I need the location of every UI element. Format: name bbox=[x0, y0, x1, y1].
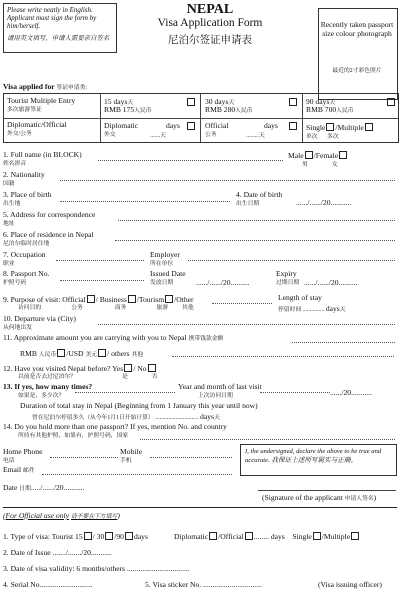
residence-line[interactable] bbox=[115, 240, 395, 241]
checkbox-usd[interactable] bbox=[98, 349, 106, 357]
option-90-days[interactable]: 90 days天 RMB 700人民币 bbox=[306, 97, 354, 115]
option-15-days[interactable]: 15 days天 RMB 175人民币 bbox=[104, 97, 152, 115]
checkbox-30-days[interactable] bbox=[289, 98, 297, 106]
residence-label: 6. Place of residence in Nepal 尼泊尔临时居住地 bbox=[3, 230, 94, 247]
official-issuing-officer: (Visa issuing officer) bbox=[318, 580, 382, 589]
official-option[interactable]: Official 公务 bbox=[205, 121, 229, 138]
expiry-input[interactable]: ....../....../20.......... bbox=[304, 278, 358, 287]
mobile-line[interactable] bbox=[150, 457, 232, 458]
employer-line[interactable] bbox=[188, 260, 395, 261]
employer-label: Employer 所在单位 bbox=[150, 250, 180, 267]
purpose-label: 9. Purpose of visit: Official / Business /Tourism /Other bbox=[3, 295, 194, 304]
checkbox-purpose-official[interactable] bbox=[87, 295, 95, 303]
email-label: Email 邮件 bbox=[3, 465, 35, 474]
checkbox-male[interactable] bbox=[305, 151, 313, 159]
purpose-other-line[interactable] bbox=[212, 303, 272, 304]
visa-table-col-divider-2 bbox=[200, 93, 201, 142]
checkbox-official-off[interactable] bbox=[245, 532, 253, 540]
checkbox-diplomatic[interactable] bbox=[187, 122, 195, 130]
nationality-label: 2. Nationality 国籍 bbox=[3, 170, 45, 187]
duration-label: Duration of total stay in Nepal (Beginning from 1 January this year until now) bbox=[20, 401, 258, 410]
checkbox-15-days[interactable] bbox=[187, 98, 195, 106]
official-issue-date: 2. Date of Issue ......./......./20........... bbox=[3, 548, 112, 557]
signature-line[interactable] bbox=[258, 490, 396, 491]
nationality-line[interactable] bbox=[60, 180, 395, 181]
gender-field[interactable]: Male /Female 男 女 bbox=[288, 151, 348, 168]
tourist-entry-label: Tourist Multiple Entry 多次旅游签证 bbox=[7, 96, 76, 113]
visa-table-col-divider-3 bbox=[302, 93, 303, 142]
instructions-text: Please write neatly in English. Applicant must sign the form by him/herself. bbox=[7, 6, 97, 31]
official-days: days bbox=[264, 121, 278, 130]
checkbox-official-multiple[interactable] bbox=[351, 532, 359, 540]
home-phone-label: Home Phone 电话 bbox=[3, 447, 43, 464]
signature-label: (Signature of the applicant 申请人签名) bbox=[262, 493, 377, 502]
occupation-line[interactable] bbox=[56, 260, 144, 261]
date-label: Date 日期...../....../20........... bbox=[3, 483, 85, 492]
checkbox-visited-yes[interactable] bbox=[124, 364, 132, 372]
length-of-stay-cn: 停留时间 ............... days天 bbox=[278, 304, 346, 313]
official-validity: 3. Date of visa validity: 6 months/others ................................. bbox=[3, 564, 190, 573]
checkbox-female[interactable] bbox=[339, 151, 347, 159]
form-title: Visa Application Form bbox=[157, 17, 263, 29]
other-passport-line[interactable] bbox=[140, 439, 395, 440]
official-days-cn: .........天 bbox=[246, 133, 265, 139]
checkbox-official[interactable] bbox=[289, 122, 297, 130]
departure-line[interactable] bbox=[98, 324, 395, 325]
diplomatic-days-cn: .......天 bbox=[150, 133, 166, 139]
expiry-label: Expiry 过期日期 bbox=[276, 269, 300, 286]
issued-date-input[interactable]: ....../....../20.......... bbox=[196, 278, 250, 287]
photo-text: Recently taken passport size colour photograph bbox=[320, 20, 394, 39]
declaration-text: I, the undersigned, declare the above to be true and accurate. 我保证上述所写属实与正确。 bbox=[245, 448, 382, 464]
checkbox-purpose-business[interactable] bbox=[128, 295, 136, 303]
mobile-label: Mobile 手机 bbox=[120, 447, 142, 464]
other-passport-label: 14. Do you hold more than one passport? If yes, mention No. and country 所持有其他护照，如果有，护照号码，国家 bbox=[3, 422, 227, 439]
official-sticker: 5. Visa sticker No. ............................... bbox=[145, 580, 262, 589]
date-of-birth-input[interactable]: ....../....../20........... bbox=[296, 198, 352, 207]
visited-before-cn: 以前是否去过尼泊尔？ 是 否 bbox=[18, 374, 158, 380]
checkbox-multiple[interactable] bbox=[365, 123, 373, 131]
times-line[interactable] bbox=[75, 392, 175, 393]
issued-date-label: Issued Date 发放日期 bbox=[150, 269, 186, 286]
official-visa-category: Diplomatic /Official ........ days Single /Multiple bbox=[174, 532, 360, 541]
last-visit-input[interactable]: ....../20........... bbox=[330, 388, 372, 397]
checkbox-90-days[interactable] bbox=[387, 98, 395, 106]
diplomatic-days: days bbox=[166, 121, 180, 130]
home-phone-line[interactable] bbox=[50, 457, 118, 458]
official-visa-type: 1. Type of visa: Tourist 15 / 30 /90 days bbox=[3, 532, 148, 541]
checkbox-official-single[interactable] bbox=[313, 532, 321, 540]
official-divider bbox=[3, 507, 397, 508]
full-name-label: 1. Full name (in BLOCK) 姓名拼音 bbox=[3, 150, 82, 167]
last-visit-line[interactable] bbox=[260, 392, 330, 393]
passport-no-line[interactable] bbox=[60, 280, 144, 281]
purpose-label-cn: 访问目的 公务 商务 旅游 其他 bbox=[18, 305, 194, 311]
occupation-label: 7. Occupation 职业 bbox=[3, 250, 46, 267]
diplomatic-option[interactable]: Diplomatic 外交 bbox=[104, 121, 139, 138]
date-of-birth-label: 4. Date of birth 出生日期 bbox=[236, 190, 283, 207]
country-title: NEPAL bbox=[186, 2, 234, 17]
times-label: 13. If yes, how many times? 如果是，多少次？ bbox=[3, 382, 93, 399]
diplomatic-official-label: Diplomatic/Official 外交/公务 bbox=[7, 120, 67, 137]
currency-other-line[interactable] bbox=[172, 356, 394, 357]
passport-no-label: 8. Passport No. 护照号码 bbox=[3, 269, 50, 286]
form-title-cn: 尼泊尔签证申请表 bbox=[168, 35, 252, 46]
length-of-stay-label: Length of stay bbox=[278, 293, 322, 302]
visa-table-col-divider-1 bbox=[100, 93, 101, 142]
checkbox-visited-no[interactable] bbox=[148, 364, 156, 372]
visited-before-label: 12. Have you visited Nepal before? Yes / No bbox=[3, 364, 157, 373]
official-heading: (For Official use only 请不要在下方填写) bbox=[3, 511, 120, 520]
checkbox-official-30[interactable] bbox=[105, 532, 113, 540]
email-line[interactable] bbox=[42, 474, 232, 475]
duration-label-cn: 曾在尼泊尔停留多久（从今年1月1日开始计算） .............................. days天 bbox=[32, 412, 220, 421]
address-label: 5. Address for correspondence 地址 bbox=[3, 210, 96, 227]
currency-options[interactable]: RMB 人民币 /USD 美元 / others 其他 bbox=[20, 349, 144, 358]
place-of-birth-line[interactable] bbox=[60, 201, 230, 202]
checkbox-official-dip[interactable] bbox=[209, 532, 217, 540]
instructions-text-cn: 请用英文填写，申请人需要亲自签名 bbox=[7, 35, 110, 42]
full-name-line[interactable] bbox=[98, 160, 283, 161]
place-of-birth-label: 3. Place of birth 出生地 bbox=[3, 190, 52, 207]
amount-label: 11. Approximate amount you are carrying with you to Nepal 携带钱款金额 bbox=[3, 333, 224, 342]
departure-label: 10. Departure via (City) 从何地出发 bbox=[3, 314, 76, 331]
amount-line[interactable] bbox=[292, 342, 395, 343]
official-serial: 4. Serial No............................ bbox=[3, 580, 93, 589]
checkbox-rmb[interactable] bbox=[57, 349, 65, 357]
single-multiple-option[interactable]: Single /Multiple 单次 多次 bbox=[306, 123, 374, 140]
checkbox-purpose-tourism[interactable] bbox=[165, 295, 173, 303]
checkbox-official-90[interactable] bbox=[125, 532, 133, 540]
option-30-days[interactable]: 30 days天 RMB 280人民币 bbox=[205, 97, 253, 115]
checkbox-official-15[interactable] bbox=[84, 532, 92, 540]
address-line[interactable] bbox=[118, 220, 395, 221]
visa-applied-label: Visa applied for 签证申请类: bbox=[3, 82, 87, 91]
photo-text-cn: 最近的2寸彩色照片 bbox=[332, 68, 382, 74]
last-visit-label: Year and month of last visit 上次访问日期 bbox=[178, 382, 262, 399]
checkbox-single[interactable] bbox=[326, 123, 334, 131]
